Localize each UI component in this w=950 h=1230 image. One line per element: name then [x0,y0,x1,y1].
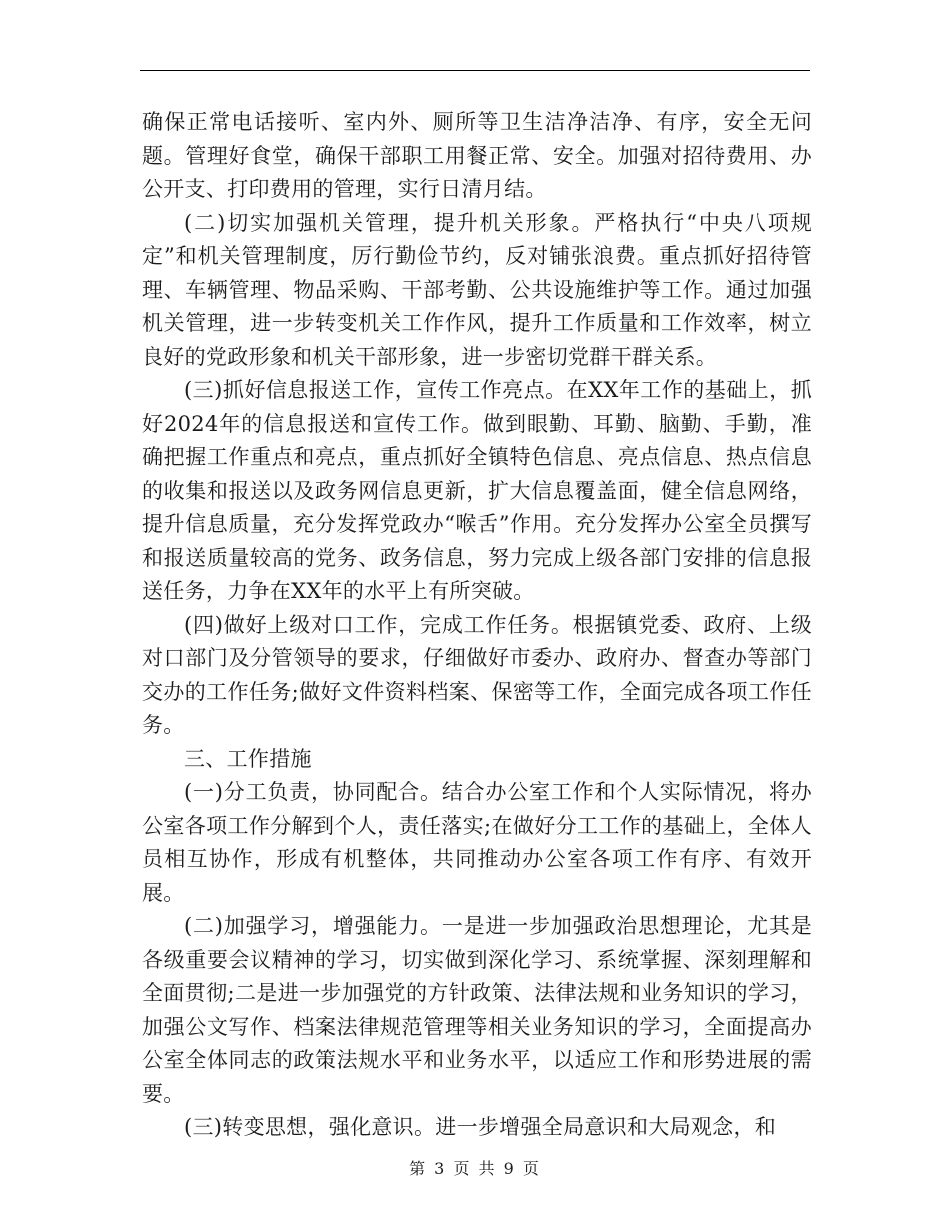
paragraph: (一)分工负责，协同配合。结合办公室工作和个人实际情况，将办公室各项工作分解到个人，责任落实;在做好分工工作的基础上，全体人员相互协作，形成有机整体，共同推动办公室各项工作有序、有效开展。 [142,780,812,905]
paragraph: (二)切实加强机关管理，提升机关形象。严格执行“中央八项规定”和机关管理制度，厉行勤俭节约，反对铺张浪费。重点抓好招待管理、车辆管理、物品采购、干部考勤、公共设施维护等工作。通过加强机关管理，进一步转变机关工作作风，提升工作质量和工作效率，树立良好的党政形象和机关干部形象，进一步密切党群干群关系。 [142,210,812,369]
paragraph: (四)做好上级对口工作，完成工作任务。根据镇党委、政府、上级对口部门及分管领导的要求，仔细做好市委办、政府办、督查办等部门交办的工作任务;做好文件资料档案、保密等工作，全面完成各项工作任务。 [142,612,812,737]
paragraph: 确保正常电话接听、室内外、厕所等卫生洁净洁净、有序，安全无问题。管理好食堂，确保干部职工用餐正常、安全。加强对招待费用、办公开支、打印费用的管理，实行日清月结。 [142,110,812,201]
page-number-footer: 第 3 页 共 9 页 [409,1159,541,1178]
document-body [142,106,812,1145]
section-heading: 三、工作措施 [184,746,312,771]
paragraph: (三)抓好信息报送工作，宣传工作亮点。在XX年工作的基础上，抓好2024年的信息报送和宣传工作。做到眼勤、耳勤、脑勤、手勤，准确把握工作重点和亮点，重点抓好全镇特色信息、亮点信息、热点信息的收集和报送以及政务网信息更新，扩大信息覆盖面，健全信息网络，提升信息质量，充分发挥党政办“喉舌”作用。充分发挥办公室全员撰写和报送质量较高的党务、政务信息，努力完成上级各部门安排的信息报送任务，力争在XX年的水平上有所突破。 [142,378,812,603]
paragraph: (三)转变思想，强化意识。进一步增强全局意识和大局观念，和 [184,1115,777,1139]
paragraph: (二)加强学习，增强能力。一是进一步加强政治思想理论，尤其是各级重要会议精神的学习，切实做到深化学习、系统掌握、深刻理解和全面贯彻;二是进一步加强党的方针政策、法律法规和业务知识的学习，加强公文写作、档案法律规范管理等相关业务知识的学习，全面提高办公室全体同志的政策法规水平和业务水平，以适应工作和形势进展的需要。 [142,914,812,1106]
header-rule [140,70,810,71]
